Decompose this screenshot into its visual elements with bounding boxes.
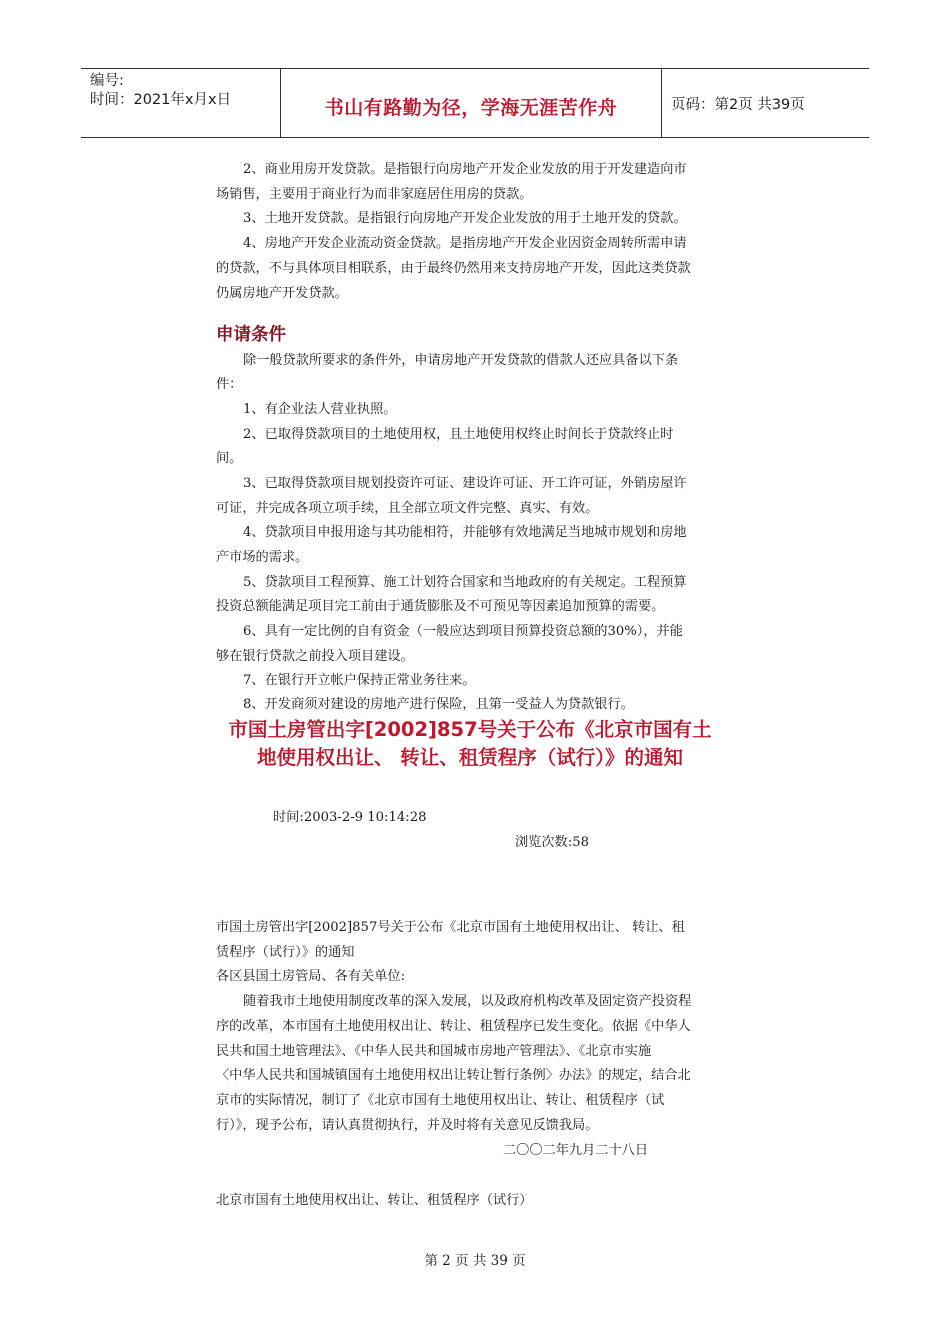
paragraph-line: 件： xyxy=(216,377,243,392)
paragraph-line: 间。 xyxy=(216,451,243,466)
paragraph-line: 赁程序（试行）》的通知 xyxy=(216,945,355,960)
header-meta-cell xyxy=(81,69,281,137)
paragraph-line: 场销售，主要用于商业行为而非家庭居住用房的贷款。 xyxy=(216,187,533,202)
notice-date: 二〇〇二年九月二十八日 xyxy=(503,1143,649,1158)
page-footer: 第 2 页 共 39 页 xyxy=(424,1253,526,1269)
paragraph-line: 的贷款，不与具体项目相联系，由于最终仍然用来支持房地产开发，因此这类贷款 xyxy=(216,261,691,276)
notice-title-line-2: 地使用权出让、 转让、租赁程序（试行）》的通知 xyxy=(256,746,684,769)
paragraph-line: 京市的实际情况，制订了《北京市国有土地使用权出让、转让、租赁程序（试 xyxy=(216,1093,665,1108)
paragraph-line: 4、房地产开发企业流动资金贷款。是指房地产开发企业因资金周转所需申请 xyxy=(243,236,687,251)
doc-time-label: 时间：2021年x月x日 xyxy=(90,92,232,108)
paragraph-line: 可证，并完成各项立项手续，且全部立项文件完整、真实、有效。 xyxy=(216,501,599,516)
list-item: 7、在银行开立帐户保持正常业务往来。 xyxy=(243,673,476,688)
view-count: 浏览次数:58 xyxy=(515,835,589,850)
paragraph-line: 够在银行贷款之前投入项目建设。 xyxy=(216,649,414,664)
paragraph-line: 投资总额能满足项目完工前由于通货膨胀及不可预见等因素追加预算的需要。 xyxy=(216,599,665,614)
addressee-line: 各区县国土房管局、各有关单位: xyxy=(216,969,406,984)
paragraph-line: 2、商业用房开发贷款。是指银行向房地产开发企业发放的用于开发建造向市 xyxy=(243,162,687,177)
list-item: 8、开发商须对建设的房地产进行保险，且第一受益人为贷款银行。 xyxy=(243,697,634,712)
paragraph-line: 除一般贷款所要求的条件外，申请房地产开发贷款的借款人还应具备以下条 xyxy=(243,353,679,368)
list-item: 5、贷款项目工程预算、施工计划符合国家和当地政府的有关规定。工程预算 xyxy=(243,575,687,590)
paragraph-line: 序的改革，本市国有土地使用权出让、转让、租赁程序已发生变化。依据《中华人 xyxy=(216,1019,691,1034)
doc-code-label: 编号: xyxy=(90,73,124,89)
header-page-number: 页码：第2页 共39页 xyxy=(671,97,805,113)
header-motto: 书山有路勤为径，学海无涯苦作舟 xyxy=(324,97,618,119)
list-item: 1、有企业法人营业执照。 xyxy=(243,402,397,417)
list-item: 2、已取得贷款项目的土地使用权，且土地使用权终止时间长于贷款终止时 xyxy=(243,427,674,442)
paragraph-line: 随着我市土地使用制度改革的深入发展，以及政府机构改革及固定资产投资程 xyxy=(243,994,692,1009)
paragraph-line: 市国土房管出字[2002]857号关于公布《北京市国有土地使用权出让、 转让、租 xyxy=(216,920,685,935)
paragraph-line: 仍属房地产开发贷款。 xyxy=(216,286,348,301)
header-motto-cell xyxy=(281,69,662,137)
paragraph-line: 〈中华人民共和国城镇国有土地使用权出让转让暂行条例〉办法》的规定，结合北 xyxy=(216,1068,691,1083)
section-heading-conditions: 申请条件 xyxy=(216,325,286,345)
paragraph-line: 3、土地开发贷款。是指银行向房地产开发企业发放的用于土地开发的贷款。 xyxy=(243,211,687,226)
page-header xyxy=(81,68,869,138)
paragraph-line: 产市场的需求。 xyxy=(216,550,309,565)
procedure-subtitle: 北京市国有土地使用权出让、转让、租赁程序（试行） xyxy=(216,1193,533,1208)
list-item: 3、已取得贷款项目规划投资许可证、建设许可证、开工许可证，外销房屋许 xyxy=(243,476,687,491)
list-item: 4、贷款项目申报用途与其功能相符，并能够有效地满足当地城市规划和房地 xyxy=(243,525,687,540)
publish-time: 时间:2003-2-9 10:14:28 xyxy=(273,810,427,825)
header-page-cell xyxy=(662,69,869,137)
paragraph-line: 行）》，现予公布，请认真贯彻执行，并及时将有关意见反馈我局。 xyxy=(216,1118,599,1133)
notice-title-line-1: 市国土房管出字[2002]857号关于公布《北京市国有土 xyxy=(228,718,712,741)
paragraph-line: 民共和国土地管理法》、《中华人民共和国城市房地产管理法》、《北京市实施 xyxy=(216,1044,652,1059)
list-item: 6、具有一定比例的自有资金（一般应达到项目预算投资总额的30%），并能 xyxy=(243,624,683,639)
